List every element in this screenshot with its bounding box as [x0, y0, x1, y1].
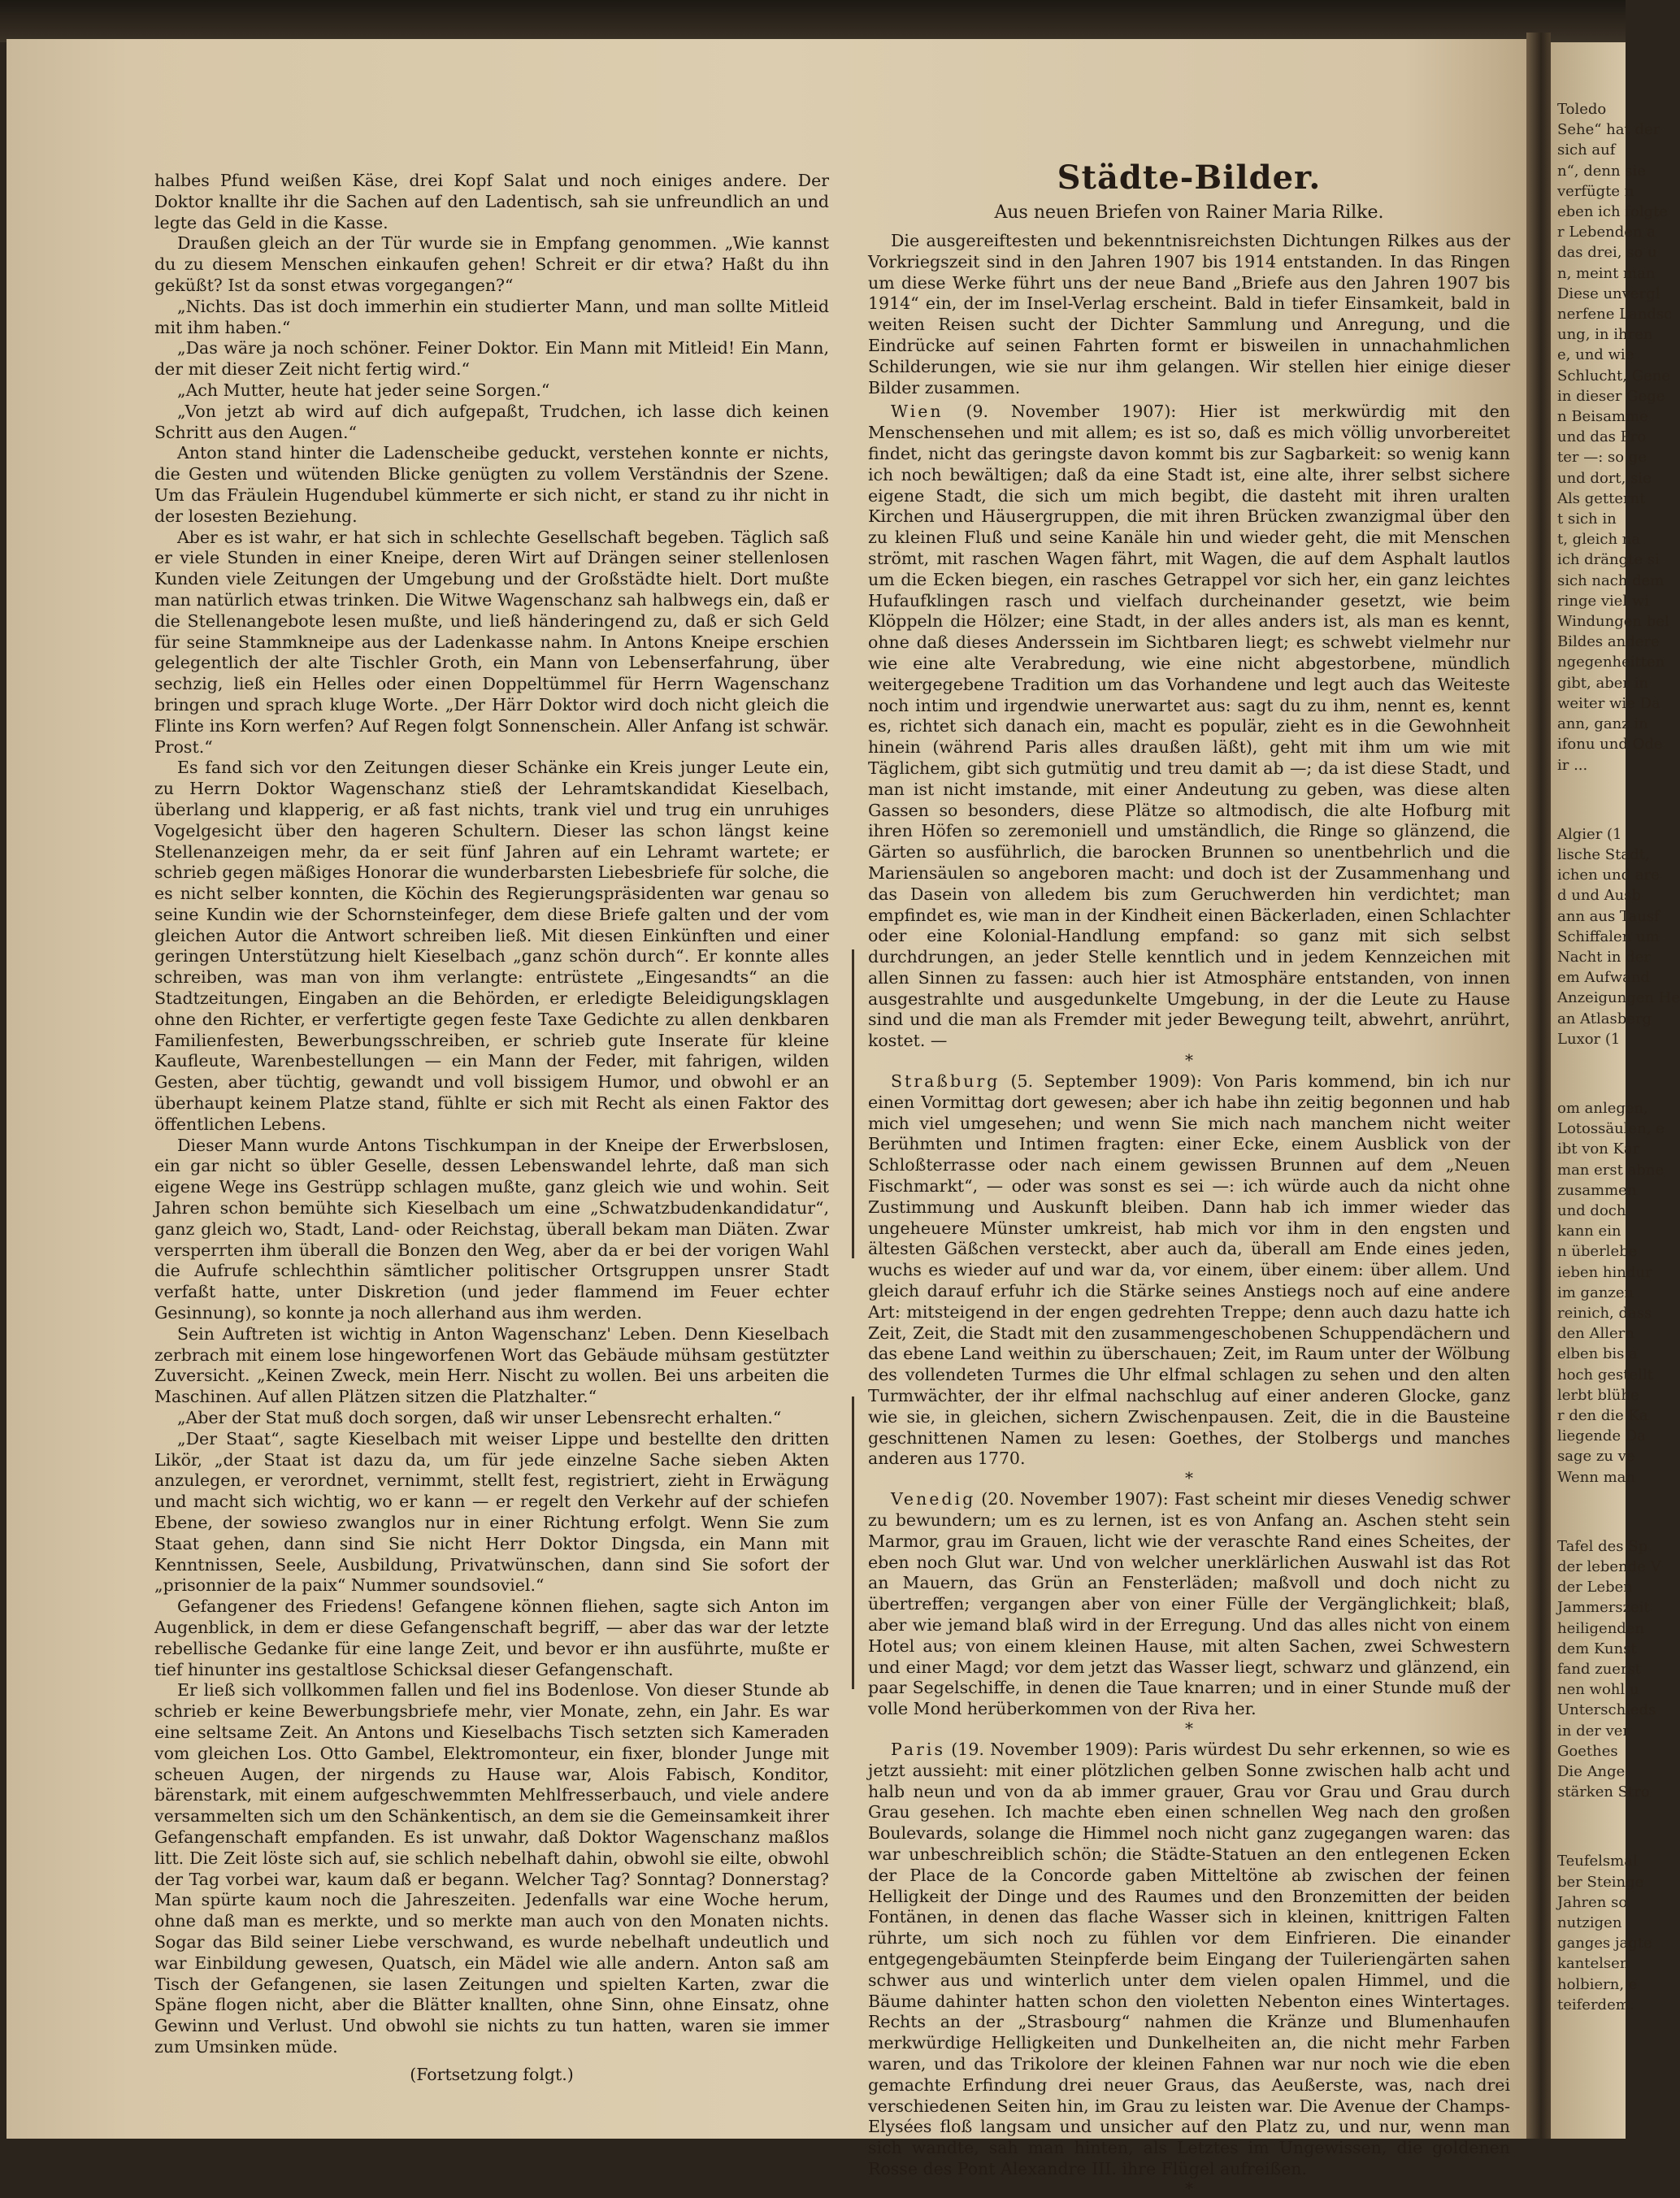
letter-strassburg	[868, 1071, 1510, 1470]
next-page-line: sich auf	[1557, 141, 1616, 159]
next-page-line: fand zuerst	[1557, 1661, 1642, 1679]
next-page-line: ganges jagte	[1557, 1935, 1652, 1953]
column-rule	[852, 1397, 854, 1689]
next-page-line: n, meint man	[1557, 264, 1656, 282]
scan-top-edge	[0, 0, 1626, 42]
next-page-line: t, gleich na	[1557, 531, 1641, 549]
next-page-line: Luxor (1	[1557, 1030, 1621, 1048]
next-page-line: und doch	[1557, 1201, 1626, 1219]
novel-paragraph: Er ließ sich vollkommen fallen und fiel ins Bodenlose. Von dieser Stunde ab schrieb er keine Bewerbungsbriefe mehr, vier Monate, zehn, ein Jahr. Es war eine seltsame Zeit. An Antons und Kieselbachs Tisch setzten sich Kameraden vom gleichen Los. Otto Gambel, Elektromonteur, ein fixer, blonder Junge mit scheuen Augen, der nirgends zu Hause war, Alois Fabisch, Konditor, bärenstark, mit einem aufgeschwemmten Mehlfresserbauch, und viele andere versammelten sich um den Schänkentisch, an dem sie die Gemeinsamkeit ihrer Gefangenschaft empfanden. Es ist unwahr, daß Doktor Wagenschanz maßlos litt. Die Zeit löste sich auf, sie schlich nebelhaft dahin, obwohl sie eilte, obwohl der Tag vorbei war, kaum daß er begann. Welcher Tag? Sonntag? Donnerstag? Man spürte kaum noch die Jahreszeiten. Jedenfalls war eine Woche herum, ohne daß man es merkte, und so merkte man auch von den Monaten nichts. Sogar das Bild seiner Liebe verschwand, es wurde nebelhaft undeutlich und war Einbildung gewesen, Quatsch, ein Mädel wie alle andern. Anton saß am Tisch der Gefangenen, sie lasen Zeitungen und spielten Karten, zwar die Späne flogen nicht, aber die Blätter knallten, ohne Sinn, ohne Einsatz, ohne Gewinn und Verlust. Und obwohl sie nichts zu tun hatten, waren sie immer zum Umsinken müde.	[154, 1680, 829, 2057]
next-page-line: ir ...	[1557, 756, 1588, 774]
next-page-line: sich nach dem	[1557, 571, 1665, 589]
next-page-line: reinich, dass	[1557, 1304, 1652, 1322]
next-page-line: hoch gestellt	[1557, 1366, 1653, 1384]
novel-paragraph: Sein Auftreten ist wichtig in Anton Wagenschanz' Leben. Denn Kieselbach zerbrach mit einem lose hingeworfenen Wort das Gebäude mühsam gestützter Zuversicht. „Keinen Zweck, mein Herr. Nischt zu wollen. Bei uns arbeiten die Maschinen. Auf allen Plätzen sitzen die Platzhalter.“	[154, 1323, 829, 1407]
letter-place: Wien	[891, 402, 944, 422]
next-page-line: ich drängte si	[1557, 551, 1660, 569]
next-page-line: Schlucht, Gene	[1557, 367, 1670, 384]
letter-place: Paris	[891, 1739, 945, 1759]
next-page-line: liegende Da	[1557, 1427, 1646, 1445]
next-page-line: holbiern, e	[1557, 1975, 1638, 1993]
letter-wien	[868, 402, 1510, 1052]
next-page-line: nerfene Landsc	[1557, 306, 1673, 324]
novel-paragraph: Dieser Mann wurde Antons Tischkumpan in der Kneipe der Erwerbslosen, ein gar nicht so übler Geselle, dessen Lebenswandel lehrte, daß man sich eigene Wege ins Gestrüpp schlagen mußte, ganz gleich wie und wohin. Seit Jahren schon bemühte sich Kieselbach um eine „Schwatzbudenkandidatur“, ganz gleich wo, Stadt, Land- oder Reichstag, überall bekam man Diäten. Zwar versperrten ihm überall die Bonzen den Weg, aber da er bei der vorigen Wahl die Aufrufe schlechthin sämtlicher politischer Ortsgruppen unsrer Stadt verfaßt hatte, unter Diskretion (und jeder flammend im Feuer echter Gesinnung), so konnte ja noch allerhand aus ihm werden.	[154, 1135, 829, 1323]
newspaper-page	[7, 39, 1526, 2198]
next-page-line: Lotossäulen, e	[1557, 1120, 1665, 1138]
next-page-line: Sehe“ hat der	[1557, 121, 1660, 139]
next-page-line: lerbt blühe	[1557, 1386, 1639, 1404]
next-page-line: Bildes andere	[1557, 633, 1660, 651]
letter-text: Fast scheint mir dieses Venedig schwer zu bewundern; um es zu lernen, ist es von Anfang an. Aschen steht sein Marmor, grau im Grauen, licht wie der veraschte Rand eines Scheites, der eben noch Glut war. Und von welcher unerklärlichen Auswahl ist das Rot an Mauern, das Grün an Fensterläden; maßvoll und doch nicht zu übertreffen; vergangen aber von einer Fülle der Vergänglichkeit; blaß, aber wie jemand blaß wird in der Erregung. Und das alles nicht von einem Hotel aus; von einem kleinen Hause, mit alten Sachen, zwei Schwestern und einer Magd; vor dem jetzt das Wasser liegt, schwarz und glänzend, ein paar Segelschiffe, in denen die Taue knarren; und in einer Stunde muß der volle Mond herüberkommen von der Riva her.	[868, 1489, 1510, 1719]
novel-paragraph: „Ach Mutter, heute hat jeder seine Sorgen.“	[177, 380, 550, 400]
letter-paris	[868, 1740, 1510, 2180]
letter-text: Paris würdest Du sehr erkennen, so wie es jetzt aussieht: mit einer plötzlichen gelben Sonne zwischen halb acht und halb neun und von da ab immer grauer, Grau vor Grau und Grau durch Grau gesehen. Ich machte eben einen schnellen Weg nach den großen Boulevards, solange die Himmel noch nicht ganz zugegangen waren: das war unbeschreiblich schön; die Städte-Statuen an den entlegenen Ecken der Place de la Concorde gaben Mitteltöne ab zwischen der feinen Helligkeit der Dinge und des Raumes und den Bronzemitten der beiden Fontänen, in denen das flache Wasser sich in kleinen, knittrigen Falten rührte, um sich noch zu fühlen vor dem Einfrieren. Die einander entgegengebäumten Steinpferde beim Eingang der Tuileriengärten sahen schwer aus und winterlich unter dem vielen opalen Himmel, und die Bäume dahinter hatten schon den violetten Nebenton eines Wintertages. Rechts an der „Strasbourg“ nahmen die Kränze und Blumenhaufen merkwürdige Helligkeiten und Dunkelheiten an, die nicht mehr Farben waren, und das Trikolore der kleinen Fahnen war nur noch wie die eben gemachte Erfindung drei neuer Graus, das Aeußerste, was, nach drei verschiedenen Seiten hin, im Grau zu leisten war. Die Avenue der Champs-Elysées floß langsam und unsicher auf den Platz zu, und nur, wenn man sich wandte, sah man hinten, als Letztes im Ungewissen, die goldenen Rosse des Pont Alexandre III. ihre Flügel aufreißen.	[868, 1739, 1510, 2178]
next-page-line: t sich in	[1557, 510, 1617, 528]
next-page-line: Teufelsmal	[1557, 1853, 1638, 1870]
next-page-line: n“, denn sie	[1557, 162, 1646, 180]
letter-date: (19. November 1909):	[944, 1739, 1145, 1759]
next-page-line: n Beisamme	[1557, 408, 1648, 426]
next-page-line: d und Ausb	[1557, 887, 1642, 905]
next-page-line: ifonu und Ode	[1557, 736, 1663, 754]
article-intro: Die ausgereiftesten und bekenntnisreichsten Dichtungen Rilkes aus der Vorkriegszeit sind in den Jahren 1907 bis 1914 entstanden. In das Ringen um diese Werke führt uns der neue Band „Briefe aus den Jahren 1907 bis 1914“ ein, der im Insel-Verlag erscheint. Bald in tiefer Einsamkeit, bald in weiten Reisen sucht der Dichter Sammlung und Anregung, und die Eindrücke auf seinen Fahrten formt er bisweilen in unnachahmlichen Schilderungen, wie sie nur ihm gelangen. Wir stellen hier einige dieser Bilder zusammen.	[868, 231, 1510, 397]
next-page-line: den Allern	[1557, 1325, 1634, 1343]
next-page-line: Unterschieds	[1557, 1701, 1656, 1719]
novel-paragraph: „Nichts. Das ist doch immerhin ein studierter Mann, und man sollte Mitleid mit ihm haben.“	[154, 296, 829, 337]
next-page-line: ringe viel wi	[1557, 592, 1650, 610]
novel-paragraph: Es fand sich vor den Zeitungen dieser Schänke ein Kreis junger Leute ein, zu Herrn Doktor Wagenschanz stieß der Lehramtskandidat Kieselbach, überlang und klapperig, er aß fast nichts, trank viel und trug ein unruhiges Vogelgesicht über den hageren Schultern. Dieser las schon längst keine Stellenanzeigen mehr, da er seit fünf Jahren auf ein Lehramt wartete; er schrieb gegen mäßiges Honorar die wunderbarsten Liebesbriefe für solche, die es nicht selber konnten, die Köchin des Regierungspräsidenten war genau so seine Kundin wie der Schornsteinfeger, dem diese Briefe galten und der vom gleichen Autor die Antwort schreiben ließ. Mit diesen Einkünften und einer geringen Unterstützung hielt Kieselbach „ganz schön durch“. Er konnte alles schreiben, was man von ihm verlangte: entrüstete „Eingesandts“ an die Stadtzeitungen, Eingaben an die Behörden, er erledigte Beleidigungsklagen ohne den Richter, er verfertigte gegen feste Taxe Gedichte zu allen denkbaren Familienfesten, Bewerbungsschreiben, er schrieb gute Inserate für kleine Kaufleute, Warenbestellungen — ein Mann der Feder, mit fahrigen, wilden Gesten, aber tüchtig, gewandt und voll bissigem Humor, und obwohl er an überhaupt keinem Platze stand, fühlte er sich mit Recht als einen Faktor des öffentlichen Lebens.	[154, 758, 829, 1134]
section-separator: *	[1185, 2178, 1193, 2198]
section-separator: *	[1185, 1050, 1193, 1071]
section-separator: *	[1185, 1468, 1193, 1488]
next-page-line: verfügte n	[1557, 182, 1634, 200]
next-page-line: Als getternt	[1557, 489, 1646, 507]
next-page-line: ngegenheitten	[1557, 654, 1665, 671]
next-page-line: ter —: so ge	[1557, 449, 1647, 467]
next-page-line: nutzigen	[1557, 1914, 1622, 1932]
next-page-line: weiter wie Da	[1557, 694, 1660, 712]
next-page-line: e, und wie	[1557, 346, 1634, 364]
next-page-line: ieben hindur	[1557, 1263, 1652, 1281]
next-page-line: em Aufwand	[1557, 969, 1650, 987]
next-page-line: man erst abne	[1557, 1161, 1665, 1179]
next-page-line: und das Pro	[1557, 428, 1647, 446]
next-page-line: zusammen	[1557, 1181, 1637, 1199]
novel-paragraph: „Aber der Stat muß doch sorgen, daß wir unser Lebensrecht erhalten.“	[177, 1408, 782, 1428]
next-page-line: Diese unvergl	[1557, 285, 1660, 302]
next-page-line: r Lebenden a	[1557, 224, 1656, 241]
next-page-line: dem Kunst	[1557, 1640, 1637, 1657]
next-page-line: eben ich folgte	[1557, 203, 1668, 221]
serial-novel-column	[154, 171, 829, 2086]
next-page-line: Wenn man	[1557, 1468, 1635, 1486]
next-page-line: der lebende V	[1557, 1558, 1661, 1575]
letter-text: Von Paris kommend, bin ich nur einen Vormittag dort gewesen; aber ich habe ihn zeitig begonnen und hab mich viel umgesehen; und wenn Sie mich nach manchem nicht weiter Berühmten und Intimen fragten: einer Ecke, einem Ausblick von der Schloßterrasse oder nach einem gewissen Brunnen auf dem „Neuen Fischmarkt“, — oder was sonst es sei —: ich würde auch da nicht ohne Zustimmung und Auskunft bleiben. Dann hab ich immer wieder das ungeheuere Münster umkreist, hab mich vor ihm in den engsten und ältesten Gäßchen versteckt, aber auch da, überall am Ende eines jeden, wuchs es wieder auf und war da, vor einem, über einem: über allem. Und gleich darauf erfuhr ich die Stärke seines Anstiegs noch auf eine andere Art: mitsteigend in der engen gedrehten Treppe; denn auch dazu hatte ich Zeit, Zeit, die Stadt mit den zusammengeschobenen Schuppendächern und das ebene Land weithin zu überschauen; Zeit, im Raum unter der Wölbung des vollendeten Turmes die Uhr elfmal schlagen zu sehen und den alten Turmwächter, der ihr elfmal nachschlug auf einer anderen Glocke, ganz wie sie, in gleichen, sichern Zwischenpausen. Zeit, die in die Bausteine geschnittenen Namen zu lesen: Goethes, der Stolbergs und manches anderen aus 1770.	[868, 1071, 1510, 1469]
novel-paragraph: halbes Pfund weißen Käse, drei Kopf Salat und noch einiges andere. Der Doktor knallte ihr die Sachen auf den Ladentisch, sah sie unfreundlich an und legte das Geld in die Kasse.	[154, 171, 829, 232]
rilke-article-column	[868, 159, 1510, 2196]
next-page-line: das drei, so u	[1557, 244, 1657, 262]
next-page-line: Algier (1	[1557, 825, 1622, 843]
next-page-line: sage zu ve	[1557, 1448, 1635, 1466]
letter-venedig	[868, 1489, 1510, 1720]
next-page-edge	[1551, 42, 1680, 2139]
next-page-line: in der ver	[1557, 1722, 1630, 1740]
next-page-line: ann, ganz in	[1557, 715, 1648, 733]
letter-date: (20. November 1907):	[975, 1489, 1174, 1509]
book-gutter	[1526, 33, 1551, 2139]
next-page-line: Tafel des Sp	[1557, 1537, 1648, 1555]
next-page-line: ibt von Kar	[1557, 1140, 1640, 1158]
letter-date: (9. November 1907):	[943, 402, 1200, 422]
novel-paragraph: „Von jetzt ab wird auf dich aufgepaßt, Trudchen, ich lasse dich keinen Schritt aus den Augen.“	[154, 401, 829, 442]
next-page-line: Nacht in der	[1557, 948, 1651, 966]
next-page-line: r den die Ka	[1557, 1406, 1648, 1424]
next-page-line: der Leben	[1557, 1579, 1633, 1596]
next-page-line: ung, in ihren	[1557, 326, 1653, 344]
next-page-line: an Atlasberg	[1557, 1010, 1652, 1027]
next-page-line: ichen und are	[1557, 867, 1660, 884]
next-page-line: Schiffalen um	[1557, 927, 1660, 945]
next-page-text	[1551, 99, 1680, 2015]
next-page-line: n überlebe	[1557, 1243, 1638, 1261]
continued-note: (Fortsetzung folgt.)	[410, 2064, 574, 2084]
next-page-line: om anlegen,	[1557, 1099, 1648, 1117]
next-page-line: Die Ange	[1557, 1763, 1626, 1781]
next-page-line: und dort, sie	[1557, 469, 1652, 487]
next-page-line: Windungen bel	[1557, 613, 1669, 631]
novel-paragraph: Gefangener des Friedens! Gefangene können fliehen, sagte sich Anton im Augenblick, in dem er diese Gefangenschaft begriff, — aber das war der letzte rebellische Gedanke für eine lange Zeit, und bevor er ihn ausführte, mußte er tief hinunter ins gestaltlose Schicksal dieser Gefangenschaft.	[154, 1596, 829, 1679]
next-page-line: Anzeigungen He	[1557, 989, 1680, 1007]
next-page-line: Toledo	[1557, 101, 1607, 118]
next-page-line: stärken Stro	[1557, 1783, 1650, 1801]
next-page-line: teiferdem.	[1557, 1996, 1634, 2013]
article-subtitle: Aus neuen Briefen von Rainer Maria Rilke.	[994, 202, 1384, 223]
letter-text: Hier ist merkwürdig mit den Menschensehen und mit allem; es ist so, daß es mich völlig unvorbereitet findet, nicht das geringste davon kommt bis zur Sagbarkeit: so wenig kann ich noch bewältigen; daß da eine Stadt ist, eine alte, ihrer selbst sichere eigene Stadt, die sich um mich begibt, die dasteht mit ihren uralten Kirchen und Häusergruppen, die mit ihren Brücken zwanzigmal über den zu kleinen Fluß und seine Kanäle hin und wieder geht, die mit Menschen strömt, mit raschen Wagen fährt, mit Wagen, die auf dem Asphalt lautlos um die Ecken biegen, ein rasches Getrappel vor sich her, ein ganz leichtes Hufaufklingen rasch und vielfach durcheinander gesetzt, wie beim Klöppeln die Hölzer; eine Stadt, in der alles anders ist, als man es kennt, ohne daß dieses Anderssein im Sichtbaren liegt; es schwebt vielmehr nur wie eine alte Verabredung, wie eine nicht abgestorbene, mündlich weitergegebene Tradition um das Vorhandene und legt auch das Weiteste noch intim und irgendwie unerwartet aus: sagt du zu ihm, nennt es, kennt es, richtet sich danach ein, macht es populär, zieht es in die Gewohnheit hinein (während Paris alles draußen läßt), geht mit ihm um wie mit Täglichem, gibt sich gutmütig und treu damit ab —; da ist diese Stadt, und man ist nicht imstande, mit einer Andeutung zu geben, was diese alten Gassen so besonders, diese Plätze so altmodisch, die alte Hofburg mit ihren Höfen so zeremoniell und umständlich, die Ringe so glänzend, die Gärten so ausführlich, die barocken Brunnen so unentbehrlich und die Mariensäulen so angeboren macht: und doch ist der Zusammenhang und das Dasein von alledem bis zum Geruchwerden hin verdichtet; man empfindet es, wie man in der Kindheit einen Bäckerladen, einen Schlachter oder eine Kolonial-Handlung empfand: so ganz mit sich selbst durchdrungen, an jeder Stelle kenntlich und in jedem Kennzeichen mit allen Sinnen zu fassen: auch hier ist Atmosphäre entstanden, von innen ausgestrahlte und ausgedunkelte Umgebung, in der die Leute zu Hause sind und die man als Fremder mit jeder Bewegung teilt, abwehrt, anrührt, kostet. —	[868, 402, 1510, 1051]
novel-paragraph: Anton stand hinter die Ladenscheibe geduckt, verstehen konnte er nichts, die Gesten und wütenden Blicke genügten zu vollem Verständnis der Szene. Um das Fräulein Hugendubel kümmerte er sich nicht, er stand zu ihr nicht in der losesten Beziehung.	[154, 443, 829, 526]
novel-paragraph: „Der Staat“, sagte Kieselbach mit weiser Lippe und bestellte den dritten Likör, „der Staat ist dazu da, um für jede einzelne Sache sieben Akten anzulegen, er verordnet, vernimmt, stellt fest, registriert, zieht in Erwägung und macht sich wichtig, wo er kann — er regelt den Verkehr auf der schiefen Ebene, der sowieso zwanglos nur in einer Richtung erfolgt. Wenn Sie zum Staat gehen, dann sind Sie nicht Herr Doktor Dingsda, ein Mann mit Kenntnissen, Seele, Ausbildung, Privatwünschen, dann sind Sie sofort der „prisonnier de la paix“ Nummer soundsoviel.“	[154, 1428, 829, 1596]
letter-place: Straßburg	[891, 1071, 1001, 1092]
next-page-line: lische Stadt,	[1557, 845, 1650, 863]
next-page-line: gibt, aber in	[1557, 674, 1649, 692]
next-page-line: Goethes	[1557, 1742, 1618, 1760]
novel-paragraph: Draußen gleich an der Tür wurde sie in Empfang genommen. „Wie kannst du zu diesem Menschen einkaufen gehen! Schreit er dir etwa? Haßt du ihn geküßt? Ist da sonst etwas vorgegangen?“	[154, 233, 829, 295]
novel-paragraph: Aber es ist wahr, er hat sich in schlechte Gesellschaft begeben. Täglich saß er viele Stunden in einer Kneipe, deren Wirt auf Drängen seiner stellenlosen Kunden viele Zeitungen der Umgebung und der Großstädte hielt. Dort mußte man natürlich etwas trinken. Die Witwe Wagenschanz sah halbwegs ein, daß er die Stellenangebote lesen mußte, und ließ händeringend zu, daß er sich Geld für seine Stammkneipe aus der Ladenkasse nahm. In Antons Kneipe erschien gelegentlich der alte Tischler Groth, ein Mann von Lebenserfahrung, über sechzig, ließ ein Helles oder einen Doppeltümmel für Herrn Wagenschanz bringen und sprach kluge Worte. „Der Härr Doktor wird doch nicht gleich die Flinte ins Korn werfen? Auf Regen folgt Sonnenschein. Aller Anfang ist schwär. Prost.“	[154, 527, 829, 757]
next-page-line: in dieser Gege	[1557, 387, 1665, 405]
novel-paragraph: „Das wäre ja noch schöner. Feiner Doktor. Ein Mann mit Mitleid! Ein Mann, der mit dieser Zeit nicht fertig wird.“	[154, 338, 829, 380]
article-title: Städte-Bilder.	[1057, 159, 1322, 197]
column-rule	[852, 949, 854, 1258]
next-page-line: heiligenden	[1557, 1619, 1645, 1637]
next-page-line: Jammerszeit	[1557, 1599, 1650, 1617]
letter-place: Venedig	[891, 1489, 976, 1509]
next-page-line: ber Steinge	[1557, 1873, 1644, 1891]
next-page-line: kantelsen	[1557, 1955, 1630, 1973]
next-page-line: kann ein	[1557, 1223, 1621, 1240]
next-page-line: im ganzen	[1557, 1284, 1634, 1301]
next-page-line: elben bis a	[1557, 1345, 1638, 1363]
section-separator: *	[1185, 1718, 1193, 1738]
letter-date: (5. September 1909):	[1000, 1071, 1213, 1092]
next-page-line: nen wohl u	[1557, 1681, 1639, 1699]
next-page-line: ann aus Tausf	[1557, 907, 1660, 925]
next-page-line: Jahren so	[1557, 1893, 1628, 1911]
